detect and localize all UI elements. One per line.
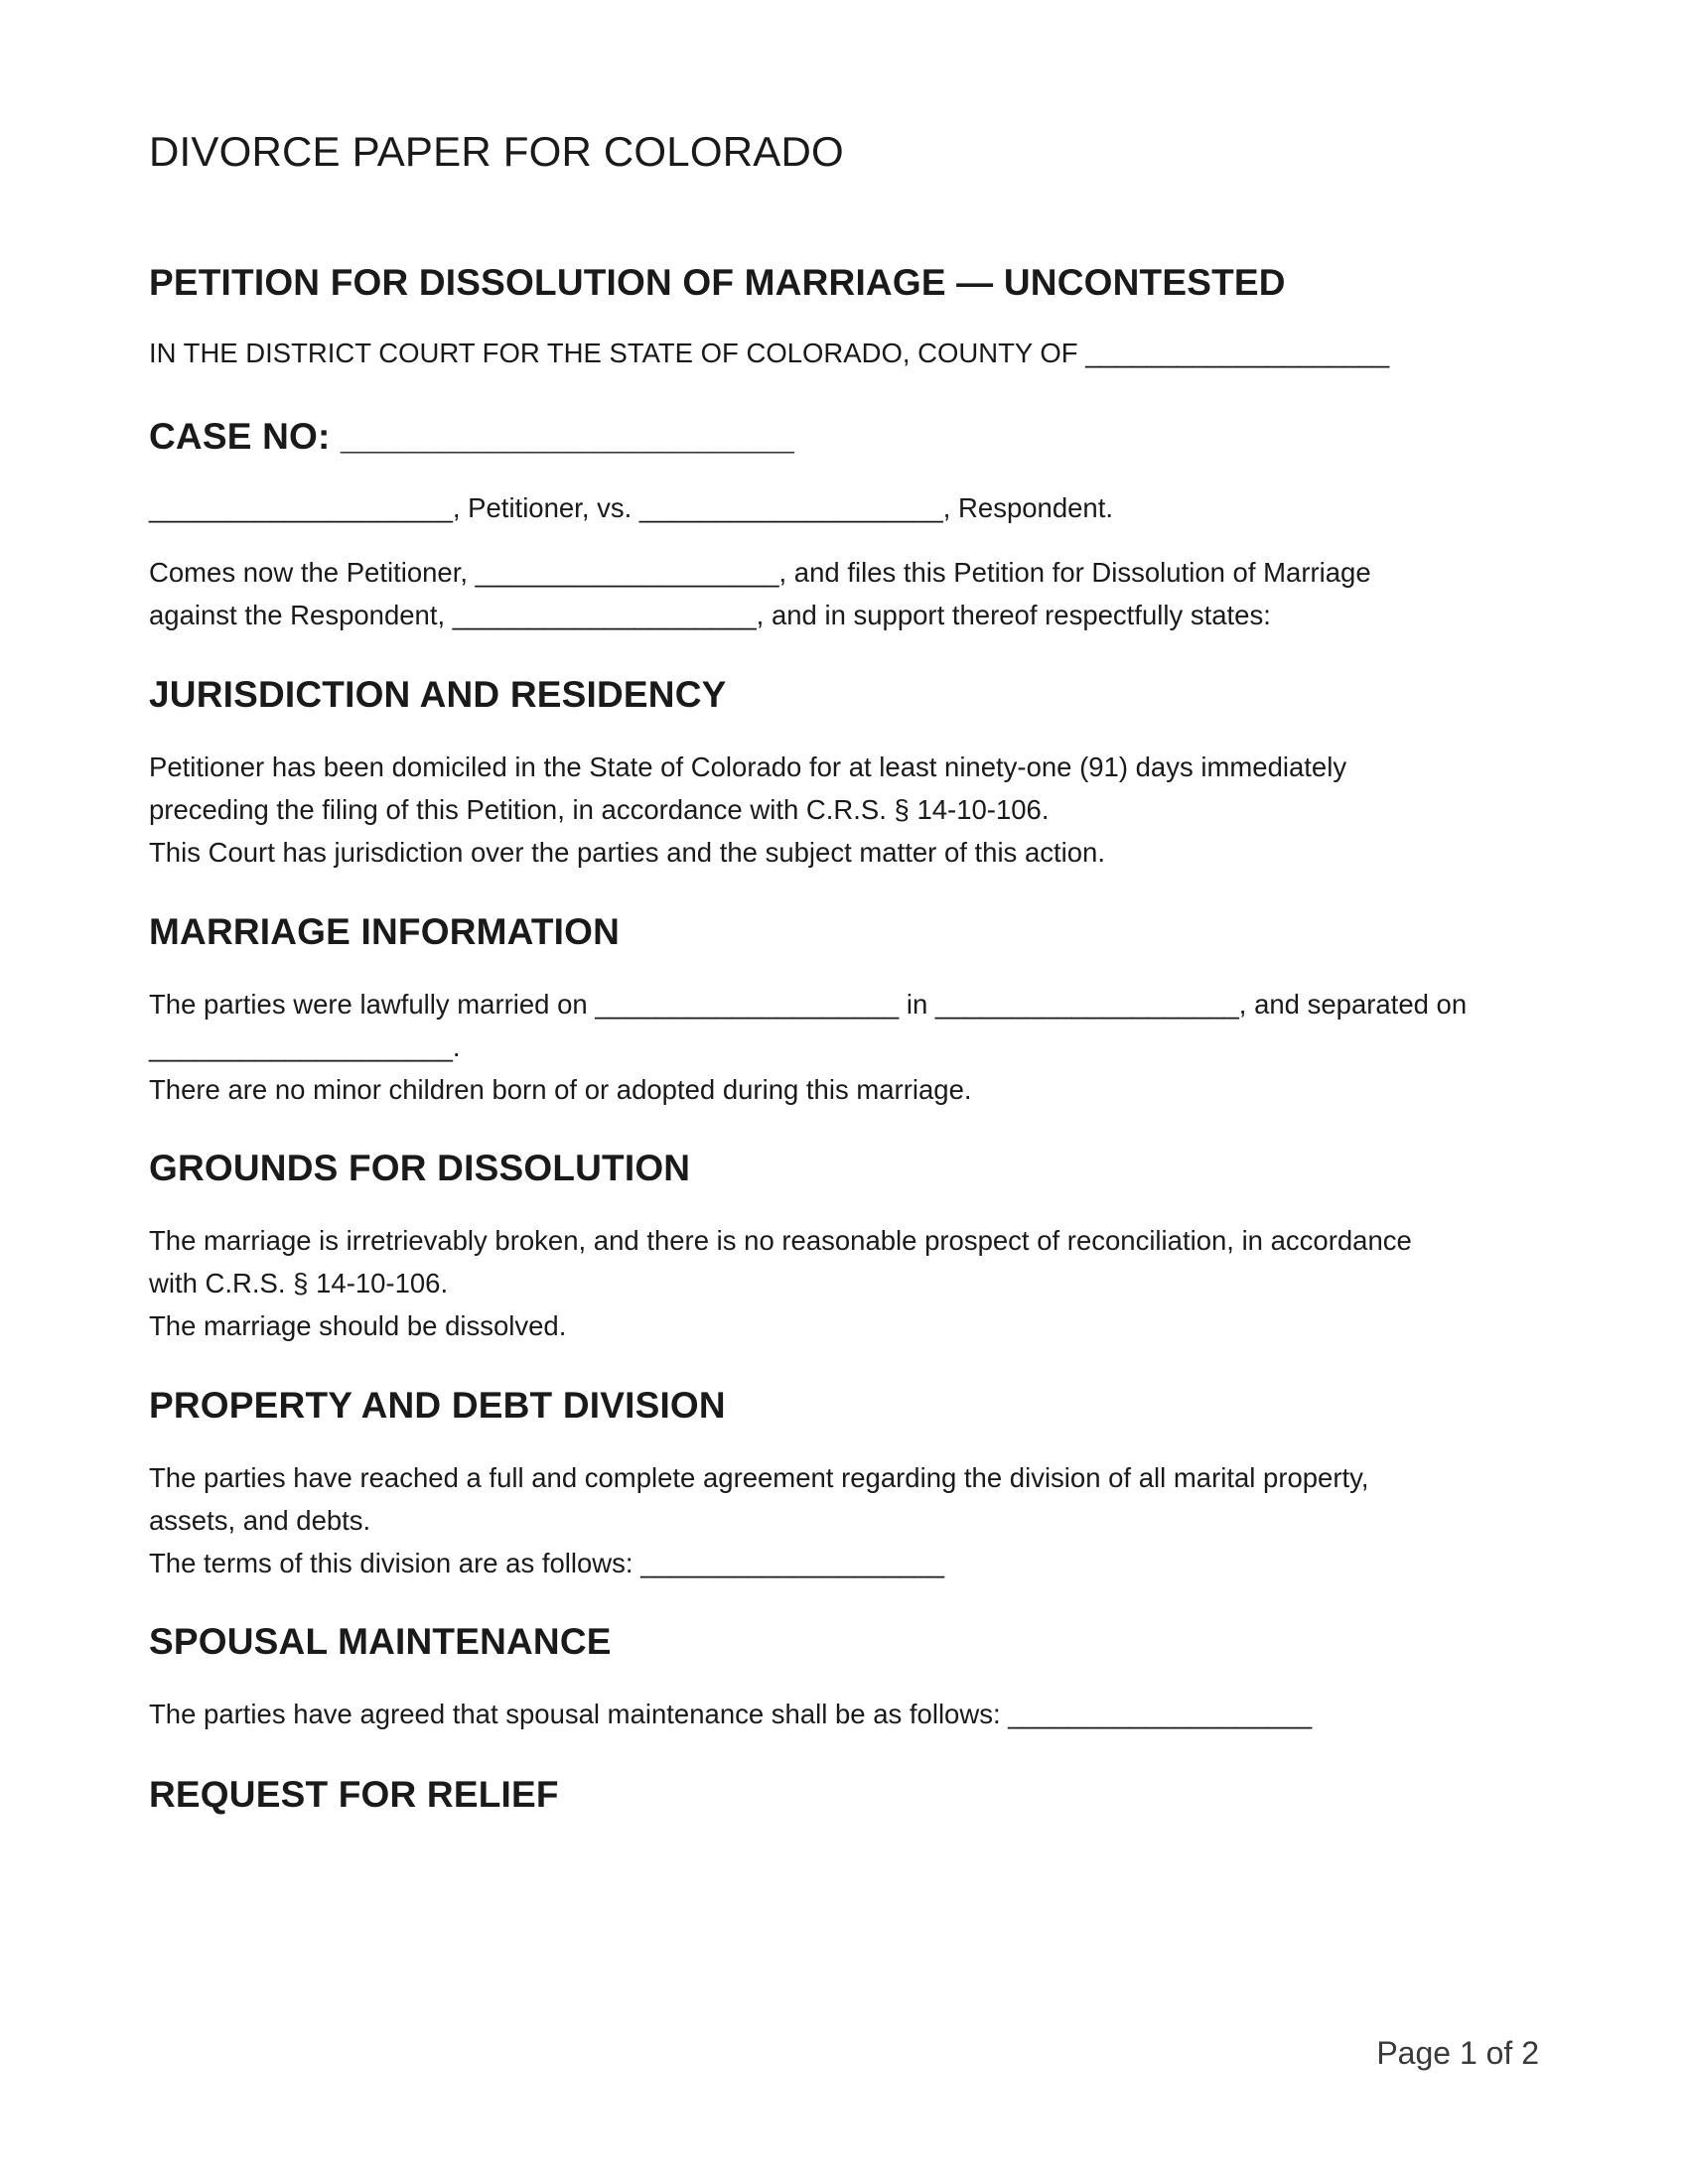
body-line: The terms of this division are as follows: ____________________ — [149, 1548, 945, 1578]
body-line: The parties have agreed that spousal maintenance shall be as follows: ____________________ — [149, 1699, 1313, 1729]
body-line: assets, and debts. — [149, 1505, 371, 1536]
section-body-marriage — [149, 983, 1539, 1111]
intro-line: Comes now the Petitioner, ____________________, and files this Petition for Dissolution of Marriage — [149, 557, 1371, 588]
section-heading-jurisdiction: JURISDICTION AND RESIDENCY — [149, 674, 727, 715]
body-line: with C.R.S. § 14-10-106. — [149, 1268, 449, 1298]
body-line: preceding the filing of this Petition, in accordance with C.R.S. § 14-10-106. — [149, 794, 1050, 825]
document-page — [149, 0, 1539, 2184]
court-line-text: IN THE DISTRICT COURT FOR THE STATE OF COLORADO, COUNTY OF ____________________ — [149, 338, 1390, 368]
page-number: Page 1 of 2 — [1376, 2035, 1539, 2071]
section-heading-grounds: GROUNDS FOR DISSOLUTION — [149, 1148, 691, 1188]
body-line: The marriage is irretrievably broken, and there is no reasonable prospect of reconciliation, in accordance — [149, 1225, 1412, 1256]
section-body-jurisdiction — [149, 746, 1539, 874]
body-line: This Court has jurisdiction over the parties and the subject matter of this action. — [149, 837, 1105, 868]
case-number: CASE NO: ______________________ — [149, 416, 795, 457]
section-body-grounds — [149, 1219, 1539, 1347]
section-heading-relief: REQUEST FOR RELIEF — [149, 1774, 559, 1815]
intro-line: against the Respondent, ____________________, and in support thereof respectfully states: — [149, 600, 1271, 630]
body-line: ____________________. — [149, 1031, 461, 1062]
section-body-property — [149, 1456, 1539, 1584]
body-line: The marriage should be dissolved. — [149, 1310, 567, 1341]
parties-line — [149, 486, 1539, 529]
body-line: Petitioner has been domiciled in the State of Colorado for at least ninety-one (91) days immediately — [149, 751, 1347, 782]
body-line: The parties have reached a full and complete agreement regarding the division of all marital property, — [149, 1462, 1369, 1493]
section-heading-marriage: MARRIAGE INFORMATION — [149, 911, 620, 952]
document-title: DIVORCE PAPER FOR COLORADO — [149, 128, 844, 175]
form-title: PETITION FOR DISSOLUTION OF MARRIAGE — UNCONTESTED — [149, 262, 1286, 303]
court-line — [149, 332, 1539, 374]
section-heading-property: PROPERTY AND DEBT DIVISION — [149, 1385, 726, 1426]
intro-paragraph — [149, 551, 1539, 636]
body-line: The parties were lawfully married on ____________________ in ____________________, and separated on — [149, 989, 1468, 1020]
parties-line-text: ____________________, Petitioner, vs. ____________________, Respondent. — [149, 492, 1113, 523]
section-heading-maintenance: SPOUSAL MAINTENANCE — [149, 1621, 612, 1662]
body-line: There are no minor children born of or adopted during this marriage. — [149, 1074, 972, 1105]
section-body-maintenance — [149, 1693, 1539, 1735]
